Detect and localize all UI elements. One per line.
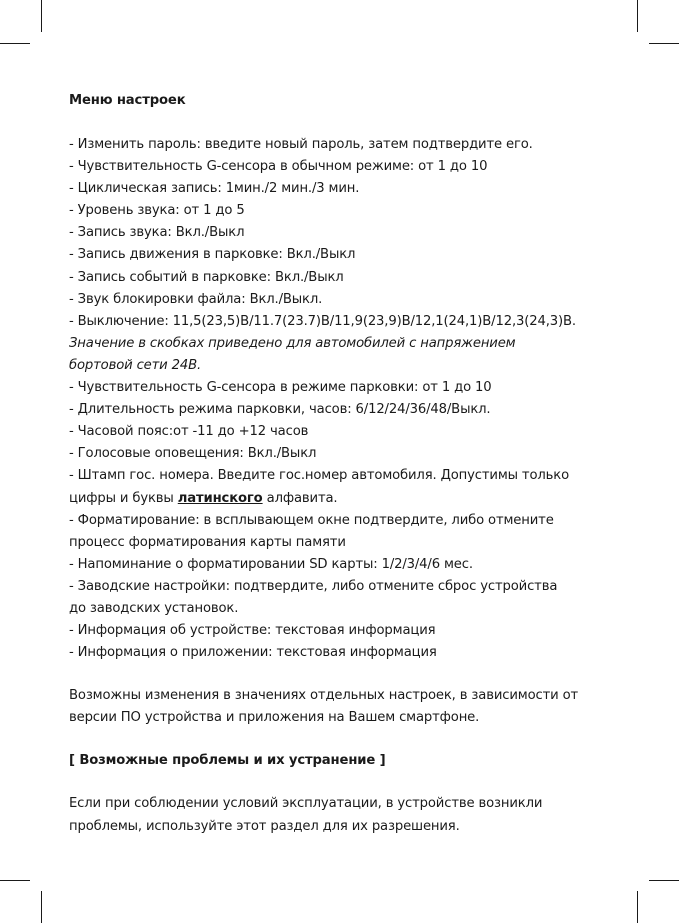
list-item: до заводских установок. (69, 600, 239, 616)
list-item: - Звук блокировки файла: Вкл./Выкл. (69, 291, 323, 307)
document-page (69, 90, 629, 838)
list-item: процесс форматирования карты памяти (69, 534, 346, 550)
disclaimer-paragraph (69, 685, 629, 729)
list-item: - Форматирование: в всплывающем окне подтвердите, либо отмените (69, 512, 554, 528)
list-item: - Информация о приложении: текстовая информация (69, 645, 437, 661)
plate-line-start: цифры и буквы (69, 490, 178, 506)
list-item: - Штамп гос. номера. Введите гос.номер автомобиля. Допустимы только (69, 468, 570, 484)
list-item: - Заводские настройки: подтвердите, либо отмените сброс устройства (69, 578, 558, 594)
crop-mark-top-left-horizontal (0, 43, 30, 44)
intro-line: проблемы, используйте этот раздел для их разрешения. (69, 818, 460, 834)
list-item: - Голосовые оповещения: Вкл./Выкл (69, 446, 317, 462)
crop-mark-top-right-horizontal (649, 43, 679, 44)
plate-letters-line (69, 488, 629, 510)
list-item: - Часовой пояс:от -11 до +12 часов (69, 424, 309, 440)
list-item: - Выключение: 11,5(23,5)В/11.7(23.7)В/11,9(23,9)В/12,1(24,1)В/12,3(24,3)В. (69, 313, 576, 329)
list-item: - Напоминание о форматировании SD карты: 1/2/3/4/6 мес. (69, 556, 473, 572)
crop-mark-bottom-right-horizontal (649, 880, 679, 881)
crop-mark-top-left-vertical (41, 0, 42, 32)
settings-list (69, 134, 629, 664)
plate-line-end: алфавита. (262, 490, 338, 506)
list-item: - Изменить пароль: введите новый пароль, затем подтвердите его. (69, 137, 533, 152)
list-item: - Запись событий в парковке: Вкл./Выкл (69, 269, 344, 285)
crop-mark-top-right-vertical (637, 0, 638, 32)
settings-menu-heading: Меню настроек (69, 93, 186, 108)
disclaimer-line: версии ПО устройства и приложения на Вашем смартфоне. (69, 710, 480, 726)
disclaimer-line: Возможны изменения в значениях отдельных настроек, в зависимости от (69, 688, 579, 704)
list-item: - Запись звука: Вкл./Выкл (69, 225, 245, 241)
crop-mark-bottom-left-vertical (41, 891, 42, 923)
latin-emphasis: латинского (177, 490, 263, 506)
list-item: - Длительность режима парковки, часов: 6/12/24/36/48/Выкл. (69, 402, 491, 418)
voltage-note-line: Значение в скобках приведено для автомобилей с напряжением (69, 335, 516, 351)
list-item: - Чувствительность G-сенсора в обычном режиме: от 1 до 10 (69, 159, 488, 175)
list-item: - Чувствительность G-сенсора в режиме парковки: от 1 до 10 (69, 380, 492, 396)
list-item: - Запись движения в парковке: Вкл./Выкл (69, 247, 356, 263)
troubleshooting-heading: [ Возможные проблемы и их устранение ] (69, 753, 386, 769)
intro-line: Если при соблюдении условий эксплуатации, в устройстве возникли (69, 796, 543, 812)
crop-mark-bottom-left-horizontal (0, 880, 30, 881)
troubleshooting-intro (69, 793, 629, 837)
crop-mark-bottom-right-vertical (637, 891, 638, 923)
list-item: - Уровень звука: от 1 до 5 (69, 203, 245, 219)
list-item: - Циклическая запись: 1мин./2 мин./3 мин. (69, 181, 360, 197)
voltage-note-line: бортовой сети 24В. (69, 357, 202, 373)
list-item: - Информация об устройстве: текстовая информация (69, 623, 436, 639)
